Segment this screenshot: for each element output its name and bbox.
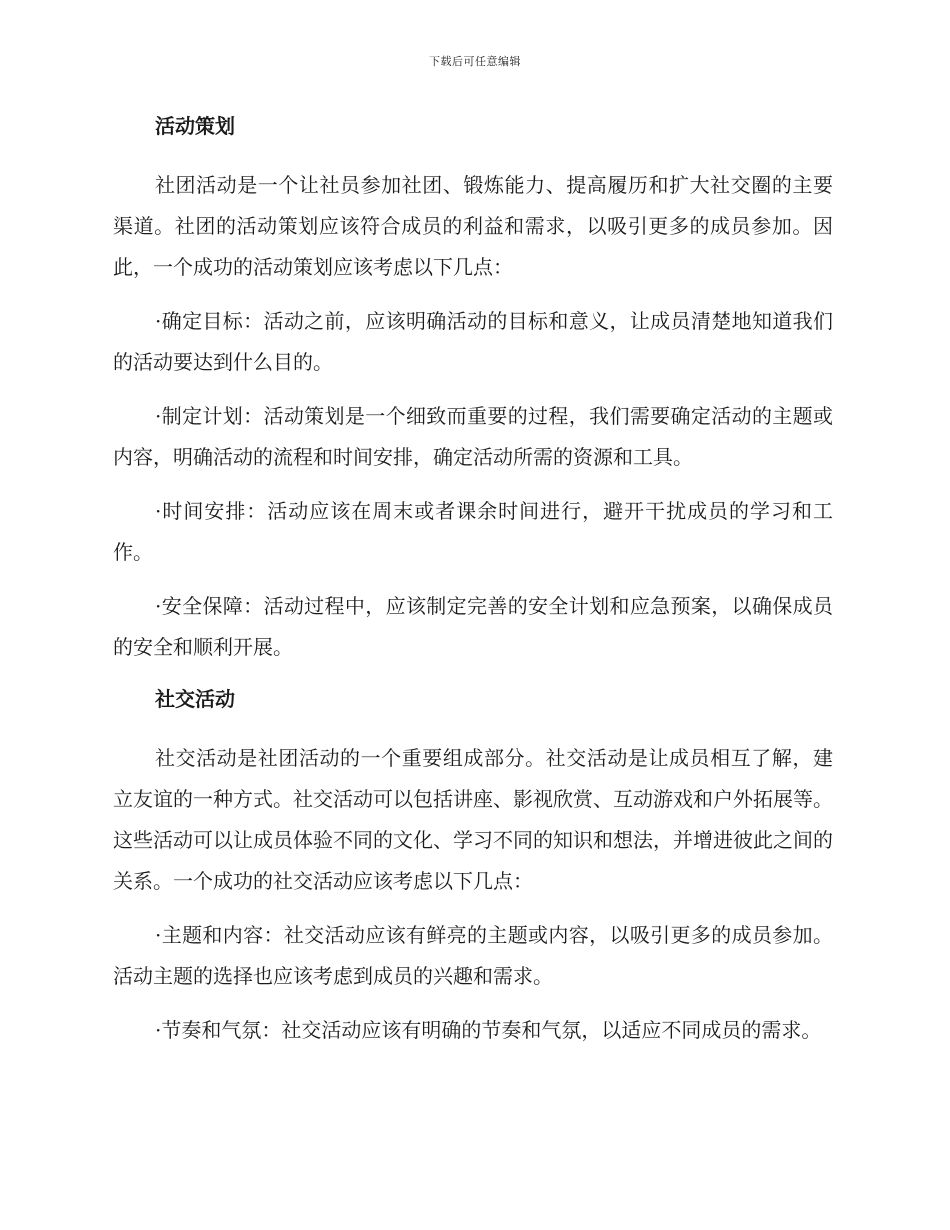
bullet-item — [113, 1010, 833, 1051]
bullet-text: 主题和内容：社交活动应该有鲜亮的主题或内容，以吸引更多的成员参加。活动主题的选择也应该考虑到成员的兴趣和需求。 — [113, 923, 833, 988]
bullet-dot-icon: · — [155, 594, 162, 618]
bullet-item — [113, 396, 833, 478]
bullet-text: 节奏和气氛：社交活动应该有明确的节奏和气氛，以适应不同成员的需求。 — [161, 1018, 822, 1042]
bullet-dot-icon: · — [155, 923, 162, 947]
bullet-text: 时间安排：活动应该在周末或者课余时间进行，避开干扰成员的学习和工作。 — [113, 499, 833, 564]
section-heading-activity-planning: 活动策划 — [155, 114, 235, 138]
section-intro-social-activity: 社交活动是社团活动的一个重要组成部分。社交活动是让成员相互了解，建立友谊的一种方式。社交活动可以包括讲座、影视欣赏、互动游戏和户外拓展等。这些活动可以让成员体验不同的文化、学习不同的知识和想法，并增进彼此之间的关系。一个成功的社交活动应该考虑以下几点： — [113, 746, 833, 893]
section-intro-activity-planning: 社团活动是一个让社员参加社团、锻炼能力、提高履历和扩大社交圈的主要渠道。社团的活动策划应该符合成员的利益和需求，以吸引更多的成员参加。因此，一个成功的活动策划应该考虑以下几点： — [113, 173, 833, 279]
bullet-item — [113, 586, 833, 668]
bullet-dot-icon: · — [155, 404, 162, 428]
bullet-text: 制定计划：活动策划是一个细致而重要的过程，我们需要确定活动的主题或内容，明确活动的流程和时间安排，确定活动所需的资源和工具。 — [113, 404, 833, 469]
bullet-text: 确定目标：活动之前，应该明确活动的目标和意义，让成员清楚地知道我们的活动要达到什么目的。 — [113, 309, 833, 374]
bullet-item — [113, 491, 833, 573]
bullet-dot-icon: · — [155, 309, 162, 333]
header-note: 下载后可任意编辑 — [429, 55, 521, 68]
bullet-dot-icon: · — [155, 1018, 162, 1042]
bullet-dot-icon: · — [155, 499, 162, 523]
document-body — [113, 108, 833, 1064]
section-heading-social-activity: 社交活动 — [155, 687, 235, 711]
bullet-item — [113, 301, 833, 383]
bullet-text: 安全保障：活动过程中，应该制定完善的安全计划和应急预案，以确保成员的安全和顺利开展。 — [113, 594, 833, 659]
bullet-item — [113, 915, 833, 997]
